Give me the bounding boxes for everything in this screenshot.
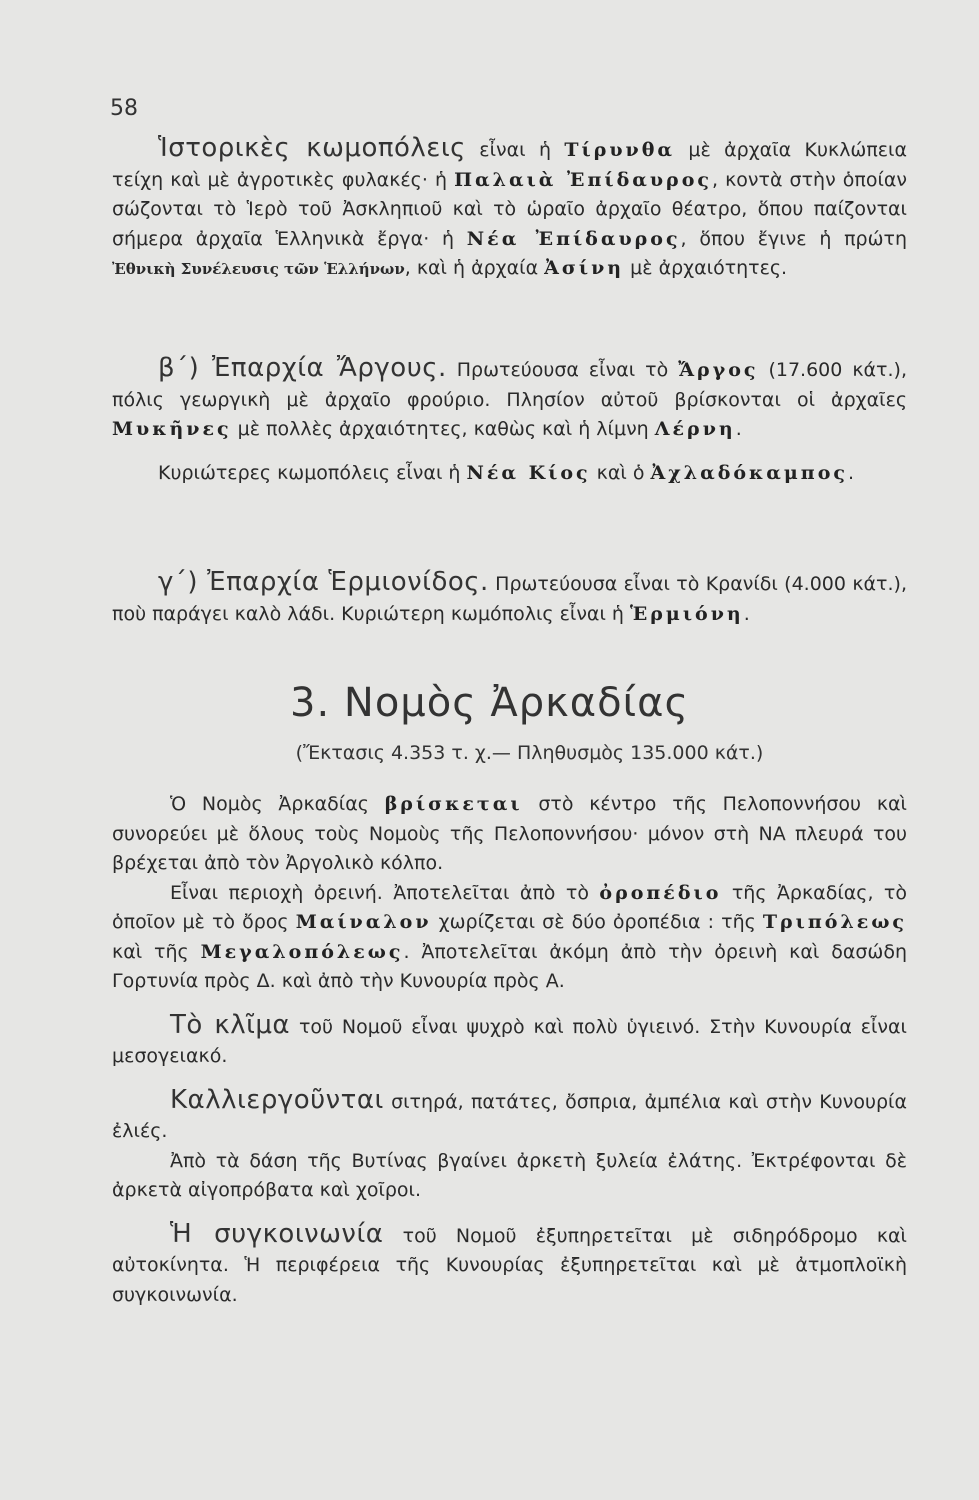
place-tripoleos: Τριπόλεως [762,911,907,933]
ermionidos-paragraph [112,568,907,629]
ermionidos-heading: γ΄) Ἐπαρχία Ἑρμιονίδος. [158,567,489,597]
historic-towns-heading: Ἱστορικὲς κωμοπόλεις [158,133,466,163]
text: , ὅπου ἔγινε ἡ πρώτη [680,227,907,250]
place-megalopoleos: Μεγαλοπόλεως [200,940,404,963]
place-mykines: Μυκῆνες [112,418,232,440]
term-vrisketai: βρίσκεται [384,793,523,815]
text: μὲ ἀρχαιότητες. [624,257,788,279]
text: . [743,602,750,625]
place-lerni: Λέρνη [654,418,736,440]
page-number: 58 [110,96,138,121]
transport-heading: Ἡ συγκοινωνία [170,1218,384,1249]
arkadia-body [112,790,907,1310]
text: στὸ κέντρο τῆς Πελοποννήσου καὶ συνορεύει μὲ ὅλους τοὺς Νομοὺς τῆς Πελοποννήσου· μόνον στὴ ΝΑ πλευρά του βρέχεται ἀπὸ τὸν Ἀργολικὸ κόλπο. [112,793,907,874]
climate-paragraph [112,1011,907,1072]
crops-heading: Καλλιεργοῦνται [170,1084,384,1115]
place-nea-kios: Νέα Κίος [466,461,591,484]
climate-heading: Τὸ κλῖμα [170,1009,291,1040]
argos-heading: β΄) Ἐπαρχία Ἄργους. [158,353,447,383]
place-asini: Ἀσίνη [544,257,625,279]
forests-paragraph: Ἀπὸ τὰ δάση τῆς Βυτίνας βγαίνει ἀρκετὴ ξυλεία ἐλάτης. Ἐκτρέφονται δὲ ἀρκετὰ αἰγοπρόβατα καὶ χοῖροι. [112,1149,907,1201]
section-title: 3. Νομὸς Ἀρκαδίας [290,680,689,726]
place-argos: Ἄργος [678,359,759,381]
text: Ὁ Νομὸς Ἀρκαδίας [170,793,385,815]
term-oropedio: ὀροπέδιο [599,881,722,904]
text: χωρίζεται σὲ δύο ὀροπέδια : τῆς [431,911,763,933]
place-palaia-epidauros: Παλαιὰ Ἐπίδαυρος [454,168,712,191]
text: καὶ ὁ [590,461,651,484]
place-ermioni: Ἑρμιόνη [630,602,744,625]
text: . Ἀποτελεῖται ἀκόμη ἀπὸ τὴν ὀρεινὴ καὶ δασώδη Γορτυνία πρὸς Δ. καὶ ἀπὸ τὴν Κυνουρία πρὸς Α. [112,940,907,992]
text: Πρωτεύουσα εἶναι τὸ Κρανίδι (4.000 κάτ.), ποὺ παράγει καλὸ λάδι. Κυριώτερη κωμόπολις εἶναι ἡ [112,573,907,625]
crops-paragraph [112,1086,907,1147]
section-subtitle: (Ἔκτασις 4.353 τ. χ.— Πληθυσμὸς 135.000 κάτ.) [295,742,764,764]
historic-towns-paragraph [112,134,907,285]
text: εἶναι ἡ [465,139,565,161]
text: , καὶ ἡ ἀρχαία [404,257,545,279]
text: Κυριώτερες κωμοπόλεις εἶναι ἡ [158,461,467,484]
place-nea-epidauros: Νέα Ἐπίδαυρος [466,227,681,250]
place-tiryntha: Τίρυνθα [564,139,676,161]
place-mainalon: Μαίναλον [295,911,432,933]
ethniki-synelefsis: Ἐθνικὴ Συνέλευσις τῶν Ἑλλήνων [112,260,405,278]
text: (17.600 κάτ.), πόλις γεωργικὴ μὲ ἀρχαῖο φρούριο. Πλησίον αὐτοῦ βρίσκονται οἱ ἀρχαῖες [112,359,907,411]
place-achladokampos: Ἀχλαδόκαμπος [650,461,848,484]
text: τοῦ Νομοῦ εἶναι ψυχρὸ καὶ πολὺ ὑγιεινό. Στὴν Κυνουρία εἶναι μεσογειακό. [112,1015,907,1067]
text: τῆς Ἀρκαδίας, τὸ ὁποῖον μὲ τὸ ὄρος [112,881,907,933]
location-paragraph [112,790,907,879]
text: Πρωτεύουσα εἶναι τὸ [446,359,679,381]
text: καὶ τῆς [112,940,201,963]
text: , κοντὰ στὴν ὁποίαν σώζονται τὸ Ἱερὸ τοῦ Ἀσκληπιοῦ καὶ τὸ ὡραῖο ἀρχαῖο θέατρο, ὅπου παίζονται σήμερα ἀρχαῖα Ἑλληνικὰ ἔργα· ἡ [112,168,908,250]
terrain-paragraph [112,879,907,997]
text: . [735,418,742,440]
argos-paragraph [112,354,907,488]
text: . [847,461,855,484]
text: τοῦ Νομοῦ ἐξυπηρετεῖται μὲ σιδηρόδρομο καὶ αὐτοκίνητα. Ἡ περιφέρεια τῆς Κυνουρίας ἐξυπηρετεῖται καὶ μὲ ἀτμοπλοϊκὴ συγκοινωνία. [112,1224,907,1306]
text: σιτηρά, πατάτες, ὄσπρια, ἀμπέλια καὶ στὴν Κυνουρία ἐλιές. [112,1090,907,1142]
text: Εἶναι περιοχὴ ὀρεινή. Ἀποτελεῖται ἀπὸ τὸ [170,881,600,904]
text: μὲ πολλὲς ἀρχαιότητες, καθὼς καὶ ἡ λίμνη [231,418,655,440]
text: μὲ ἀρχαῖα Κυκλώπεια τείχη καὶ μὲ ἀγροτικὲς φυλακές· ἡ [112,139,908,191]
transport-paragraph [112,1220,907,1311]
